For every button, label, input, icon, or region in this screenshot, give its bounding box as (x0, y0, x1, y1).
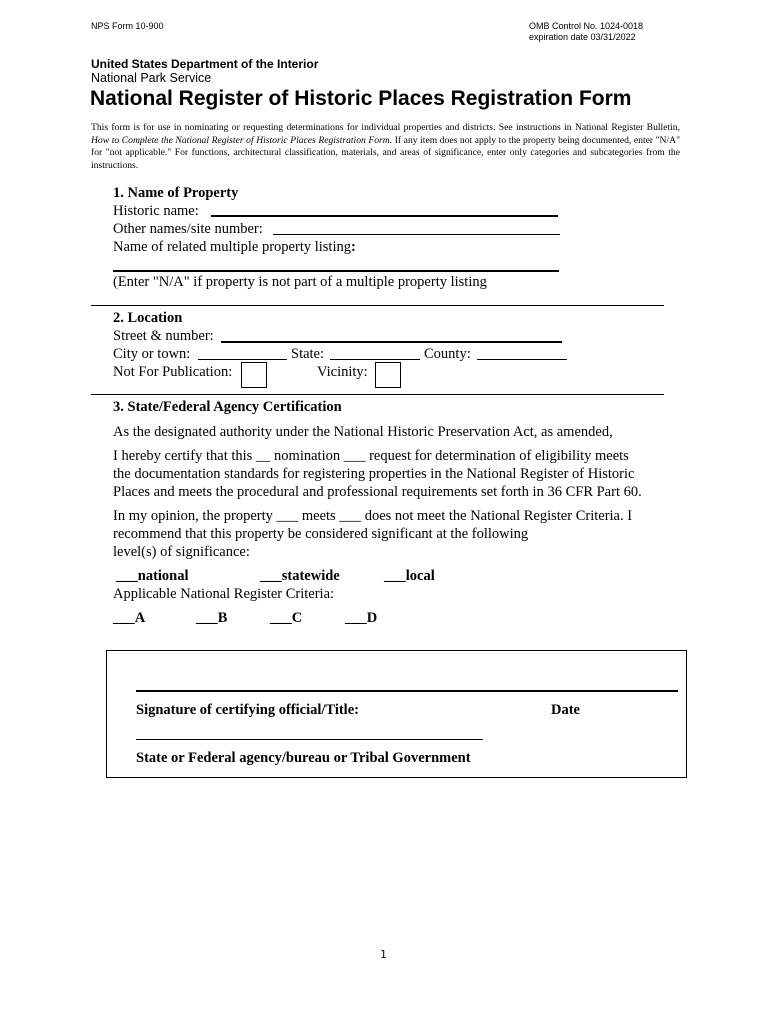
historic-name-label: Historic name: (113, 203, 199, 219)
related-listing-text: Name of related multiple property listing (113, 239, 351, 255)
criterion-d[interactable]: ___D (345, 610, 378, 626)
section-2-heading: 2. Location (113, 310, 183, 326)
county-label: County: (424, 346, 471, 362)
historic-name-field[interactable] (211, 215, 558, 217)
certify-line-3: Places and meets the procedural and professional requirements set forth in 36 CFR Part 60. (113, 484, 642, 500)
section-3-heading: 3. State/Federal Agency Certification (113, 399, 342, 415)
opinion-line-2: recommend that this property be considered significant at the following (113, 526, 529, 542)
agency-line[interactable] (136, 739, 483, 740)
signature-line[interactable] (136, 690, 678, 692)
form-id: NPS Form 10-900 (91, 21, 164, 31)
signature-official-label: Signature of certifying official/Title: (136, 702, 359, 718)
related-listing-label (113, 239, 356, 256)
page-number: 1 (380, 948, 387, 961)
department-name: United States Department of the Interior (91, 57, 319, 71)
applicable-criteria-label: Applicable National Register Criteria: (113, 586, 335, 602)
omb-control-number: OMB Control No. 1024-0018 (529, 21, 644, 31)
certify-line-2: the documentation standards for registering properties in the National Register of Historic (113, 466, 635, 482)
intro-text-2: If any item does not apply to the property being documented, enter "N/A" for "not applicable." For functions, architectural classification, materials, and areas of significance, enter only categories and subcategories from the instructions. (91, 134, 680, 171)
city-label: City or town: (113, 346, 191, 362)
expiration-date: expiration date 03/31/2022 (529, 32, 636, 42)
other-names-label: Other names/site number: (113, 221, 263, 237)
not-for-publication-checkbox[interactable] (241, 362, 267, 388)
intro-paragraph (91, 122, 680, 172)
vicinity-checkbox[interactable] (375, 362, 401, 388)
state-field[interactable] (330, 359, 420, 360)
county-field[interactable] (477, 359, 567, 360)
page-title: National Register of Historic Places Registration Form (90, 87, 632, 110)
not-for-publication-label: Not For Publication: (113, 364, 233, 380)
level-local[interactable]: ___local (384, 568, 435, 584)
opinion-line-1: In my opinion, the property ___ meets ___ does not meet the National Register Criteria. I (113, 508, 633, 524)
city-field[interactable] (198, 359, 287, 360)
opinion-line-3: level(s) of significance: (113, 544, 250, 560)
agency-label: State or Federal agency/bureau or Tribal Government (136, 750, 471, 766)
section-1-heading: 1. Name of Property (113, 185, 239, 201)
authority-statement: As the designated authority under the National Historic Preservation Act, as amended, (113, 424, 613, 440)
intro-bulletin-title: How to Complete the National Register of Historic Places Registration Form. (91, 134, 393, 146)
section-divider (91, 394, 664, 395)
service-name: National Park Service (91, 71, 212, 85)
signature-date-label: Date (551, 702, 580, 718)
enter-na-note: (Enter "N/A" if property is not part of a multiple property listing (113, 274, 487, 290)
criterion-b[interactable]: ___B (196, 610, 228, 626)
vicinity-label: Vicinity: (317, 364, 368, 380)
criterion-a[interactable]: ___A (113, 610, 146, 626)
other-names-field[interactable] (273, 234, 560, 235)
level-statewide[interactable]: ___statewide (260, 568, 340, 584)
intro-text: This form is for use in nominating or requesting determinations for individual properties and districts. See instructions in National Register Bulletin, (91, 122, 680, 133)
related-listing-colon: : (350, 239, 356, 255)
state-label: State: (291, 346, 325, 362)
street-field[interactable] (221, 341, 562, 343)
criterion-c[interactable]: ___C (270, 610, 303, 626)
street-label: Street & number: (113, 328, 214, 344)
level-national[interactable]: ___national (116, 568, 189, 584)
related-listing-field[interactable] (113, 270, 559, 272)
certify-line-1: I hereby certify that this __ nomination ___ request for determination of eligibility meets (113, 448, 629, 464)
section-divider (91, 305, 664, 306)
